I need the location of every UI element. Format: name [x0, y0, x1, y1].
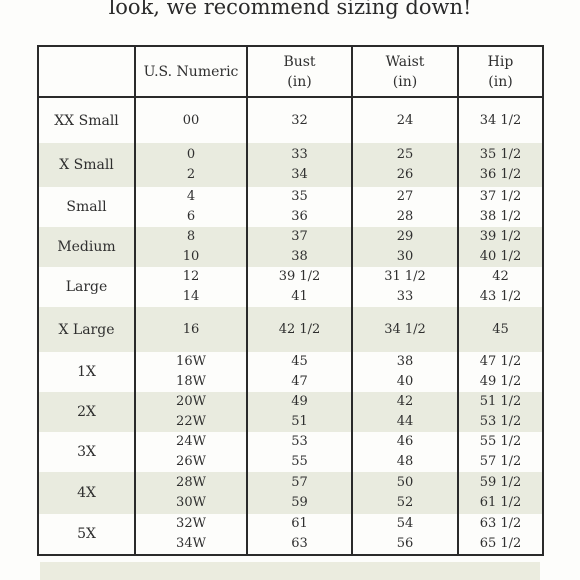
waist-value: 56 — [396, 536, 414, 551]
hip-cell — [458, 227, 543, 267]
bust-cell — [247, 352, 352, 392]
numeric-value: 34W — [176, 536, 206, 551]
bust-cell — [247, 514, 352, 555]
waist-value: 33 — [396, 289, 414, 304]
bust-value: 42 1/2 — [278, 321, 321, 337]
numeric-value: 14 — [182, 289, 200, 304]
waist-value: 42 — [396, 394, 414, 409]
table-row — [38, 514, 543, 555]
waist-cell — [352, 97, 458, 143]
numeric-cell — [135, 392, 247, 432]
header-waist: Waist (in) — [352, 46, 458, 97]
hip-value: 47 1/2 — [479, 354, 522, 369]
numeric-value: 10 — [182, 249, 200, 264]
waist-value: 48 — [396, 454, 414, 469]
waist-value: 24 — [396, 112, 414, 128]
hip-cell — [458, 472, 543, 514]
numeric-cell — [135, 352, 247, 392]
table-row — [38, 307, 543, 352]
waist-cell — [352, 352, 458, 392]
hip-cell — [458, 97, 543, 143]
hip-value: 65 1/2 — [479, 536, 522, 551]
bust-cell — [247, 143, 352, 187]
hip-value: 36 1/2 — [479, 167, 522, 182]
table-row — [38, 227, 543, 267]
numeric-value: 2 — [186, 167, 196, 182]
hip-cell — [458, 143, 543, 187]
bust-value: 39 1/2 — [278, 269, 321, 284]
numeric-cell — [135, 307, 247, 352]
header-us-numeric: U.S. Numeric — [135, 46, 247, 97]
waist-cell — [352, 514, 458, 555]
numeric-value: 26W — [176, 454, 206, 469]
size-label: 5X — [38, 514, 135, 555]
numeric-cell — [135, 432, 247, 472]
table-row — [38, 432, 543, 472]
bust-value: 61 — [291, 516, 308, 531]
hip-cell — [458, 187, 543, 227]
hip-value: 38 1/2 — [479, 209, 522, 224]
size-label: X Small — [38, 143, 135, 187]
header-size — [38, 46, 135, 97]
waist-value: 52 — [396, 495, 414, 510]
bust-cell — [247, 432, 352, 472]
hip-value: 43 1/2 — [479, 289, 522, 304]
bust-value: 47 — [291, 374, 308, 389]
hip-value: 63 1/2 — [479, 516, 522, 531]
numeric-value: 16W — [176, 354, 206, 369]
waist-value: 38 — [396, 354, 414, 369]
numeric-value: 30W — [176, 495, 206, 510]
table-row — [38, 472, 543, 514]
size-chart-table — [37, 45, 544, 556]
numeric-cell — [135, 514, 247, 555]
table-row — [38, 392, 543, 432]
numeric-value: 20W — [176, 394, 206, 409]
bust-value: 63 — [291, 536, 308, 551]
waist-value: 27 — [396, 189, 414, 204]
size-label: Small — [38, 187, 135, 227]
waist-value: 26 — [396, 167, 414, 182]
bust-cell — [247, 227, 352, 267]
table-row — [38, 143, 543, 187]
table-row — [38, 352, 543, 392]
hip-value: 61 1/2 — [479, 495, 522, 510]
hip-value: 39 1/2 — [479, 229, 522, 244]
hip-cell — [458, 307, 543, 352]
hip-value: 55 1/2 — [479, 434, 522, 449]
bust-value: 33 — [291, 147, 308, 162]
waist-value: 25 — [396, 147, 414, 162]
table-row — [38, 267, 543, 307]
numeric-value: 28W — [176, 475, 206, 490]
numeric-cell — [135, 187, 247, 227]
bust-value: 38 — [291, 249, 308, 264]
numeric-value: 6 — [186, 209, 196, 224]
hip-value: 51 1/2 — [479, 394, 522, 409]
hip-cell — [458, 432, 543, 472]
size-label: 1X — [38, 352, 135, 392]
waist-cell — [352, 472, 458, 514]
bust-cell — [247, 307, 352, 352]
size-label: Medium — [38, 227, 135, 267]
waist-value: 28 — [396, 209, 414, 224]
numeric-value: 16 — [182, 321, 200, 337]
size-label: X Large — [38, 307, 135, 352]
bust-value: 35 — [291, 189, 308, 204]
numeric-value: 24W — [176, 434, 206, 449]
waist-value: 50 — [396, 475, 414, 490]
header-bust: Bust (in) — [247, 46, 352, 97]
waist-value: 44 — [396, 414, 414, 429]
bust-value: 59 — [291, 495, 308, 510]
numeric-value: 0 — [186, 147, 196, 162]
bust-cell — [247, 187, 352, 227]
waist-cell — [352, 187, 458, 227]
hip-value: 49 1/2 — [479, 374, 522, 389]
size-label: 2X — [38, 392, 135, 432]
hip-cell — [458, 352, 543, 392]
bust-cell — [247, 267, 352, 307]
numeric-value: 22W — [176, 414, 206, 429]
numeric-value: 32W — [176, 516, 206, 531]
headline: look, we recommend sizing down! — [108, 0, 472, 19]
hip-cell — [458, 514, 543, 555]
waist-cell — [352, 432, 458, 472]
numeric-value: 18W — [176, 374, 206, 389]
size-label: 3X — [38, 432, 135, 472]
hip-value: 40 1/2 — [479, 249, 522, 264]
header-row — [38, 46, 543, 97]
hip-value: 53 1/2 — [479, 414, 522, 429]
bottom-banner — [40, 562, 540, 580]
bust-value: 49 — [291, 394, 308, 409]
waist-value: 31 1/2 — [384, 269, 426, 284]
hip-value: 59 1/2 — [479, 475, 522, 490]
hip-value: 45 — [492, 321, 509, 337]
size-label: XX Small — [38, 97, 135, 143]
numeric-value: 4 — [186, 189, 196, 204]
waist-cell — [352, 392, 458, 432]
hip-value: 57 1/2 — [479, 454, 522, 469]
bust-value: 53 — [291, 434, 308, 449]
numeric-value: 8 — [186, 229, 196, 244]
hip-value: 35 1/2 — [479, 147, 522, 162]
numeric-value: 00 — [182, 112, 200, 128]
waist-value: 34 1/2 — [384, 321, 426, 337]
bust-value: 45 — [291, 354, 308, 369]
bust-cell — [247, 472, 352, 514]
hip-value: 34 1/2 — [479, 112, 522, 128]
hip-cell — [458, 392, 543, 432]
header-hip: Hip (in) — [458, 46, 543, 97]
bust-value: 41 — [291, 289, 308, 304]
waist-cell — [352, 307, 458, 352]
numeric-cell — [135, 267, 247, 307]
waist-cell — [352, 267, 458, 307]
hip-cell — [458, 267, 543, 307]
waist-value: 46 — [396, 434, 414, 449]
size-label: 4X — [38, 472, 135, 514]
numeric-cell — [135, 472, 247, 514]
waist-value: 54 — [396, 516, 414, 531]
table-row — [38, 187, 543, 227]
size-label: Large — [38, 267, 135, 307]
waist-value: 30 — [396, 249, 414, 264]
bust-cell — [247, 97, 352, 143]
waist-value: 29 — [396, 229, 414, 244]
bust-value: 34 — [291, 167, 308, 182]
hip-value: 42 — [492, 269, 509, 284]
numeric-cell — [135, 143, 247, 187]
bust-value: 37 — [291, 229, 308, 244]
waist-cell — [352, 227, 458, 267]
hip-value: 37 1/2 — [479, 189, 522, 204]
numeric-value: 12 — [182, 269, 200, 284]
table-row — [38, 97, 543, 143]
waist-cell — [352, 143, 458, 187]
bust-value: 57 — [291, 475, 308, 490]
waist-value: 40 — [396, 374, 414, 389]
bust-value: 32 — [291, 112, 308, 128]
bust-value: 55 — [291, 454, 308, 469]
bust-value: 36 — [291, 209, 308, 224]
bust-cell — [247, 392, 352, 432]
numeric-cell — [135, 97, 247, 143]
numeric-cell — [135, 227, 247, 267]
bust-value: 51 — [291, 414, 308, 429]
